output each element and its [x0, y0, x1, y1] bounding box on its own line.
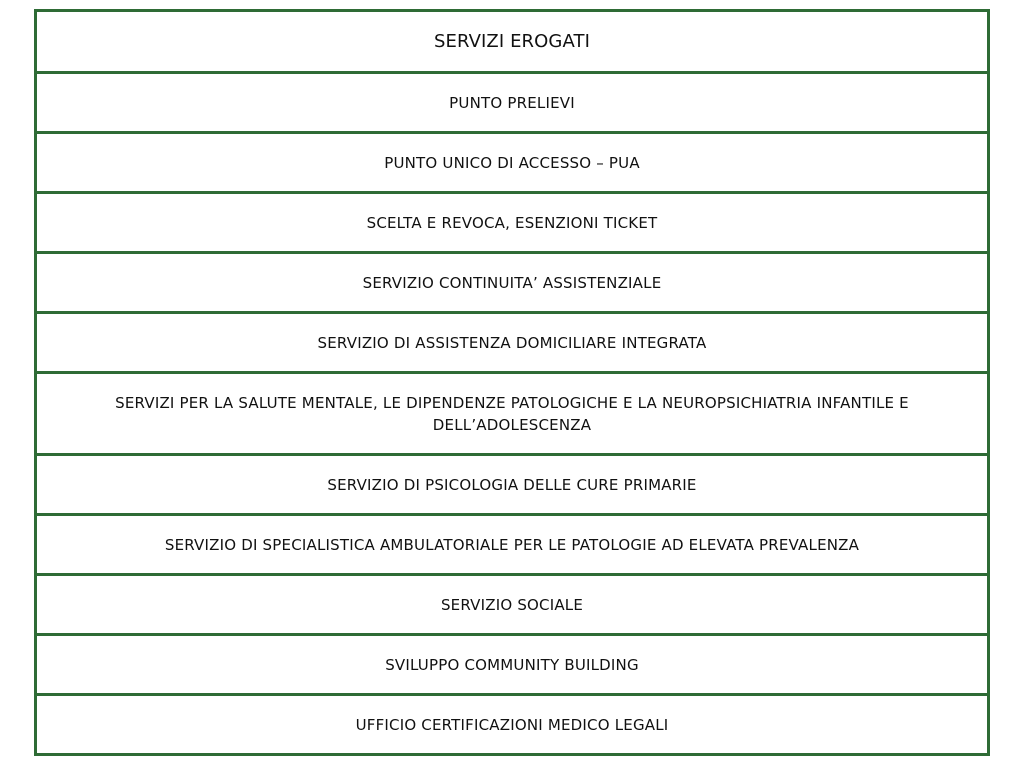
table-row	[34, 131, 990, 194]
service-label: SERVIZI PER LA SALUTE MENTALE, LE DIPENDENZE PATOLOGICHE E LA NEUROPSICHIATRIA INFANTILE E DELL’ADOLESCENZA	[115, 393, 909, 434]
service-label: SERVIZIO CONTINUITA’ ASSISTENZIALE	[362, 273, 662, 292]
service-label: SVILUPPO COMMUNITY BUILDING	[385, 655, 639, 674]
services-table	[34, 9, 990, 756]
table-row	[34, 453, 990, 516]
table-row	[34, 371, 990, 456]
table-row	[34, 311, 990, 374]
table-row	[34, 71, 990, 134]
service-label: SERVIZIO DI SPECIALISTICA AMBULATORIALE PER LE PATOLOGIE AD ELEVATA PREVALENZA	[164, 535, 860, 554]
service-label: PUNTO UNICO DI ACCESSO – PUA	[384, 153, 640, 172]
service-label: SCELTA E REVOCA, ESENZIONI TICKET	[366, 213, 658, 232]
table-row	[34, 513, 990, 576]
service-label: SERVIZIO DI PSICOLOGIA DELLE CURE PRIMARIE	[327, 475, 697, 494]
table-row	[34, 191, 990, 254]
table-row	[34, 251, 990, 314]
service-label: PUNTO PRELIEVI	[449, 93, 575, 112]
service-label: SERVIZIO DI ASSISTENZA DOMICILIARE INTEGRATA	[317, 333, 707, 352]
table-header	[34, 9, 990, 74]
table-row	[34, 633, 990, 696]
table-row	[34, 573, 990, 636]
service-label: UFFICIO CERTIFICAZIONI MEDICO LEGALI	[355, 715, 669, 734]
table-row	[34, 693, 990, 756]
table-title: SERVIZI EROGATI	[433, 30, 591, 52]
service-label: SERVIZIO SOCIALE	[440, 595, 584, 614]
